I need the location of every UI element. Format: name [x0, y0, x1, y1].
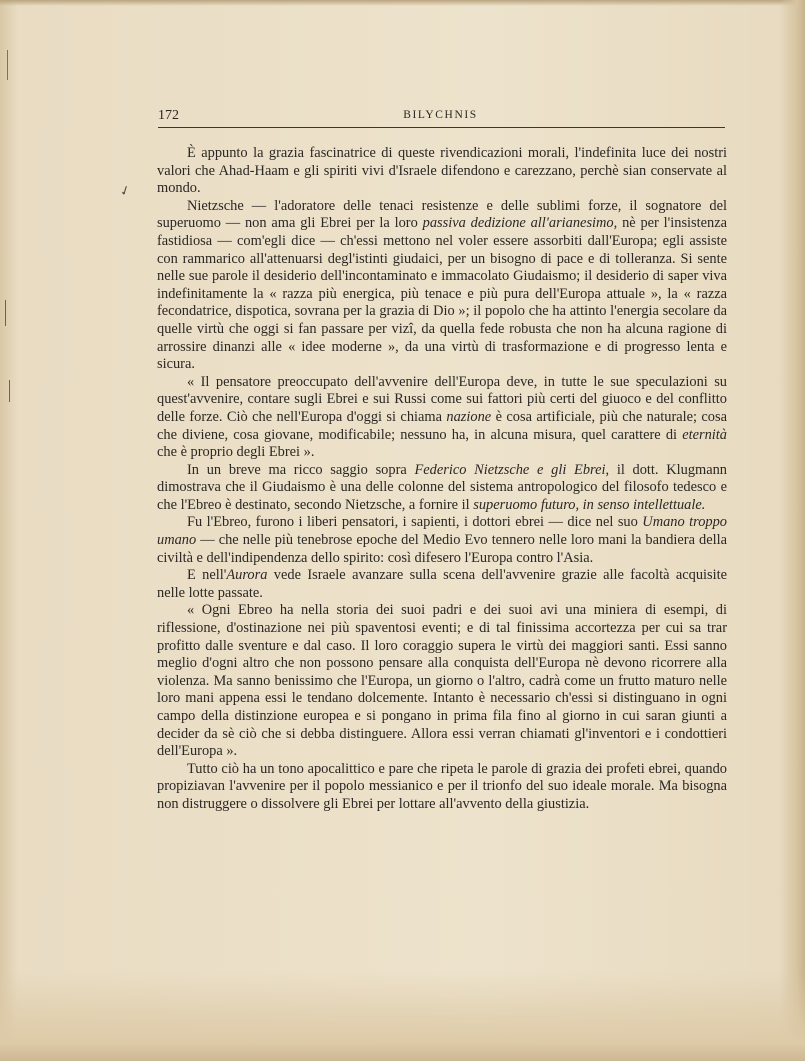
- italic-run: nazione: [446, 408, 492, 425]
- paragraph: [157, 567, 727, 602]
- italic-run: Umano troppo umano: [157, 514, 727, 549]
- paragraph: [157, 462, 727, 515]
- page-top-edge: [0, 0, 805, 6]
- text-run: , il dott. Klugmann dimostrava che il Giudaismo è una delle colonne del sistema antropologico del filosofo tedesco e che l'Ebreo è destinato, secondo Nietzsche, a fornire il: [157, 461, 727, 513]
- text-run: « Ogni Ebreo ha nella storia dei suoi padri e dei suoi avi una miniera di esempi, di riflessione, d'ostinazione nei più spaventosi eventi; e di tal finissima accortezza per cui sa trar profitto dalle sventure e dal caso. Il loro coraggio supera le virtù dei maggiori santi. Essi sanno meglio d'ogni altro che non possono pensare alla conquista dell'Europa nè devono ricorrere alla violenza. Ma sanno benissimo che l'Europa, un giorno o l'altro, cadrà come un frutto maturo nelle loro mani appena essi le tendano dolcemente. Intanto è necessario ch'essi si distinguano in ogni campo della distinzione europea e si pongano in prima fila fino al giorno in cui saran giunti a decider da sè ciò che si debba distinguere. Allora essi verran chiamati gl'inventori e i condottieri dell'Europa ».: [157, 602, 727, 760]
- text-run: che è proprio degli Ebrei ».: [157, 444, 315, 461]
- margin-tick: [5, 300, 6, 326]
- text-run: Nietzsche — l'adoratore delle tenaci resistenze e delle sublimi forze, il sognatore del superuomo — non ama gli Ebrei per la loro: [157, 197, 727, 232]
- paragraph: [157, 374, 727, 462]
- page-right-fold: [779, 0, 805, 1061]
- text-run: In un breve ma ricco saggio sopra: [187, 461, 415, 478]
- header-rule: [158, 127, 725, 128]
- text-run: E nell': [187, 567, 227, 584]
- italic-run: Aurora: [226, 567, 268, 584]
- paragraph: [157, 602, 727, 760]
- margin-tick: [7, 50, 8, 80]
- text-run: Tutto ciò ha un tono apocalittico e pare che ripeta le parole di grazia dei profeti ebrei, quando propiziavan l'avvenire per il popolo messianico e per il trionfo del suo ideale morale. Ma bisogna non distruggere o dissolvere gli Ebrei per lottare all'avvento della giustizia.: [157, 760, 727, 812]
- running-head: BILYCHNIS: [403, 109, 478, 121]
- margin-pencil-mark: ✓: [117, 182, 134, 201]
- italic-run: Federico Nietzsche e gli Ebrei: [414, 461, 606, 478]
- paragraph: [157, 145, 727, 198]
- text-run: vede Israele avanzare sulla scena dell'avvenire grazie alle facoltà acquisite nelle lotte passate.: [157, 567, 727, 601]
- text-run: È appunto la grazia fascinatrice di queste rivendicazioni morali, l'indefinita luce dei nostri valori che Ahad-Haam e gli spiriti vivi d'Israele difendono e carezzano, perchè sian conservate al mondo.: [157, 145, 727, 197]
- paragraph: [157, 198, 727, 374]
- text-run: Fu l'Ebreo, furono i liberi pensatori, i sapienti, i dottori ebrei — dice nel suo: [187, 514, 643, 531]
- italic-run: superuomo futuro, in senso intellettuale.: [473, 496, 706, 513]
- text-run: « Il pensatore preoccupato dell'avvenire dell'Europa deve, in tutte le sue speculazioni su quest'avvenire, contare sugli Ebrei e sui Russi come sui fattori più certi del giuoco e del conflitto delle forze. Ciò che nell'Europa d'oggi si chiama: [157, 373, 727, 425]
- text-run: , nè per l'insistenza fastidiosa — com'egli dice — ch'essi mettono nel voler essere assorbiti dall'Europa; egli assiste con rammarico all'attenuarsi degl'istinti giudaici, per un bisogno di pace e di tolleranza. Si sente nelle sue parole il desiderio dell'incontaminato e immacolato Giudaismo; il desiderio di saper viva indefinitamente la « razza più energica, più tenace e più pura dell'Europa attuale », la « razza fecondatrice, dispotica, sovrana per la grazia di Dio »; il popolo che ha attinto l'energia secolare da quelle virtù che oggi si fan passare per vizî, da quella fede robusta che non ha alcuna ragione di arrossire dinanzi alle « idee moderne », da una virtù di trasformazione e di progresso lenta e sicura.: [157, 215, 728, 373]
- page-number: 172: [158, 108, 179, 123]
- body-text: [157, 145, 727, 814]
- margin-tick: [9, 380, 10, 402]
- text-run: è cosa artificiale, più che naturale; cosa che diviene, cosa giovane, modificabile; nessuno ha, in alcuna misura, quel carattere di: [157, 408, 727, 443]
- page-header: [158, 106, 723, 126]
- paragraph: [157, 514, 727, 567]
- page-bottom-fold: [0, 971, 805, 1061]
- italic-run: passiva dedizione all'arianesimo: [422, 215, 614, 232]
- text-run: — che nelle più tenebrose epoche del Medio Evo tennero nelle loro mani la bandiera della civiltà e dell'indipendenza dello spirito: così difesero l'Europa contro l'Asia.: [157, 532, 727, 566]
- paragraph: [157, 761, 727, 814]
- italic-run: eternità: [682, 426, 727, 443]
